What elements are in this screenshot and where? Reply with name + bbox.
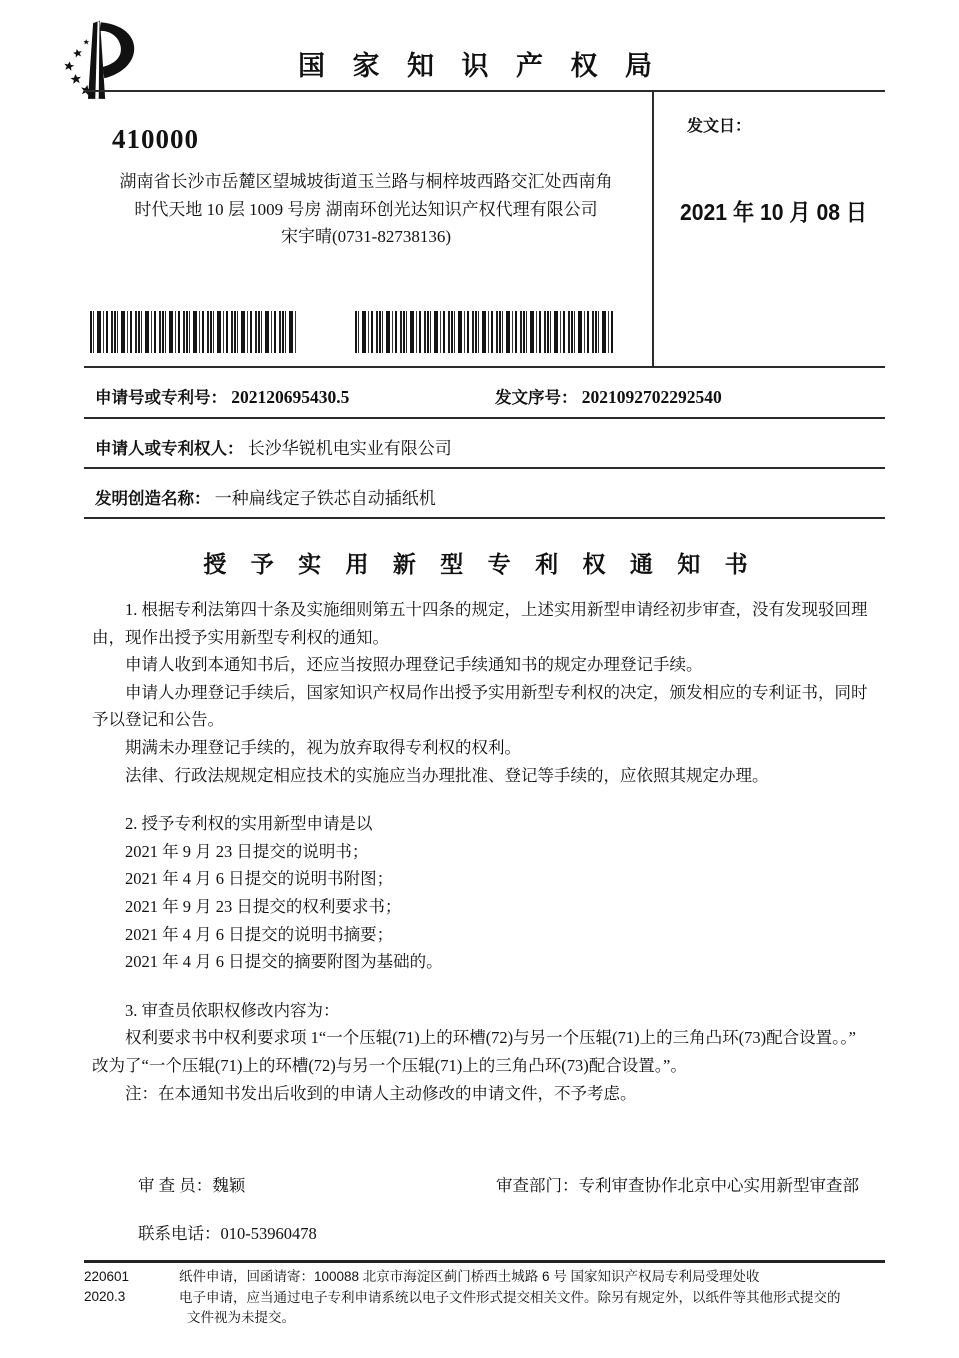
body-line: 法律、行政法规规定相应技术的实施应当办理批准、登记等手续的，应依照其规定办理。 bbox=[125, 765, 769, 785]
issue-date-value: 2021 年 10 月 08 日 bbox=[680, 199, 868, 225]
form-code bbox=[84, 1267, 129, 1307]
invention-title-row bbox=[95, 484, 889, 509]
postcode: 410000 bbox=[112, 124, 199, 154]
contact-phone-row bbox=[138, 1220, 317, 1244]
footer-divider bbox=[84, 1260, 885, 1263]
divider bbox=[84, 467, 885, 469]
address-line: 时代天地 10 层 1009 号房 湖南环创光达知识产权代理有限公司 bbox=[134, 199, 598, 219]
body-line: 3. 审查员依职权修改内容为： bbox=[125, 1000, 340, 1020]
barcode-right-icon bbox=[355, 311, 615, 353]
body-line: 申请人办理登记手续后，国家知识产权局作出授予实用新型专利权的决定，颁发相应的专利证书，同时 bbox=[125, 682, 868, 702]
notice-title: 授 予 实 用 新 型 专 利 权 通 知 书 bbox=[203, 551, 757, 577]
body-line: 注：在本通知书发出后收到的申请人主动修改的申请文件，不予考虑。 bbox=[125, 1083, 637, 1103]
barcode-left-icon bbox=[90, 311, 297, 353]
issue-date-label: 发文日： bbox=[687, 118, 752, 135]
agency-title: 国 家 知 识 产 权 局 bbox=[297, 51, 662, 81]
body-line: 2021 年 4 月 6 日提交的说明书附图； bbox=[125, 869, 394, 889]
form-code-line: 220601 bbox=[84, 1269, 130, 1284]
phone-number: 010-53960478 bbox=[220, 1224, 317, 1243]
body-line: 2021 年 4 月 6 日提交的摘要附图为基础的。 bbox=[125, 952, 443, 972]
footer-notes bbox=[179, 1267, 899, 1329]
body-line: 予以登记和公告。 bbox=[92, 710, 224, 730]
applicant-value: 长沙华锐机电实业有限公司 bbox=[247, 439, 452, 458]
body-line: 1. 根据专利法第四十条及实施细则第五十四条的规定，上述实用新型申请经初步审查，没有发现驳回理 bbox=[125, 600, 868, 619]
application-number-row bbox=[95, 384, 889, 408]
footer-note-line: 纸件申请，回函请寄：100088 北京市海淀区蓟门桥西土城路 6 号 国家知识产权局专利局受理处收 bbox=[179, 1269, 760, 1284]
invention-title-value: 一种扁线定子铁芯自动插纸机 bbox=[214, 489, 436, 508]
department-label: 审查部门： bbox=[496, 1176, 579, 1195]
divider bbox=[84, 517, 885, 519]
body-line: 期满未办理登记手续的，视为放弃取得专利权的权利。 bbox=[125, 737, 521, 757]
footer-note-line: 电子申请，应当通过电子专利申请系统以电子文件形式提交相关文件。除另有规定外，以纸件等其他形式提交的 bbox=[179, 1289, 841, 1305]
examiner-name: 魏颖 bbox=[212, 1176, 246, 1195]
serial-number-value: 2021092702292540 bbox=[581, 387, 722, 407]
body-line: 2021 年 9 月 23 日提交的权利要求书； bbox=[125, 896, 402, 916]
phone-label: 联系电话： bbox=[138, 1224, 221, 1243]
address-line: 湖南省长沙市岳麓区望城坡街道玉兰路与桐梓坡西路交汇处西南角 bbox=[119, 172, 613, 191]
body-line: 改为了“一个压辊(71)上的环槽(72)与另一个压辊(71)上的三角凸环(73)配合设置。”。 bbox=[92, 1055, 687, 1075]
body-line: 申请人收到本通知书后，还应当按照办理登记手续通知书的规定办理登记手续。 bbox=[125, 655, 703, 675]
issue-date-box bbox=[652, 91, 885, 366]
examiner-label: 审 查 员： bbox=[138, 1176, 213, 1195]
mailing-address bbox=[88, 168, 644, 251]
form-code-line: 2020.3 bbox=[84, 1289, 126, 1304]
department-name: 专利审查协作北京中心实用新型审查部 bbox=[578, 1176, 859, 1195]
invention-title-label: 发明创造名称： bbox=[95, 490, 211, 508]
address-line: 宋宇晴(0731-82738136) bbox=[281, 227, 451, 246]
serial-number-label: 发文序号： bbox=[495, 389, 578, 407]
applicant-row bbox=[95, 434, 889, 459]
body-line: 2. 授予专利权的实用新型申请是以 bbox=[125, 814, 373, 834]
notice-body bbox=[92, 596, 897, 1107]
body-line: 权利要求书中权利要求项 1“一个压辊(71)上的环槽(72)与另一个压辊(71)上的三角凸环(73)配合设置。。” bbox=[125, 1028, 856, 1048]
footer-note-line: 文件视为未提交。 bbox=[187, 1310, 295, 1325]
application-number-label: 申请号或专利号： bbox=[95, 389, 227, 407]
body-line: 2021 年 4 月 6 日提交的说明书摘要； bbox=[125, 924, 394, 944]
body-line: 2021 年 9 月 23 日提交的说明书； bbox=[125, 841, 369, 861]
body-line: 由，现作出授予实用新型专利权的通知。 bbox=[92, 627, 389, 647]
applicant-label: 申请人或专利权人： bbox=[95, 440, 244, 458]
divider bbox=[84, 366, 885, 368]
divider bbox=[84, 417, 885, 419]
application-number-value: 202120695430.5 bbox=[231, 387, 350, 407]
